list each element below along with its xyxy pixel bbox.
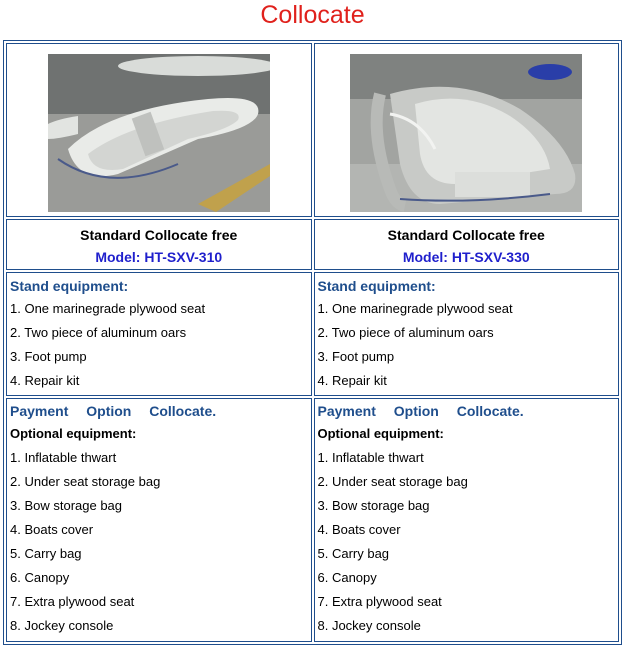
list-item: 2. Two piece of aluminum oars [317,325,494,340]
stand-equipment-cell-330 [314,272,620,396]
list-item: 2. Two piece of aluminum oars [10,325,187,340]
model-cell-310 [6,219,312,270]
optional-equipment-heading: Optional equipment: [317,426,444,441]
list-item: 3. Bow storage bag [10,498,123,513]
model-number: Model: HT-SXV-310 [95,249,223,265]
payment-option-heading: Payment Option Collocate. [317,403,524,419]
list-item: 6. Canopy [10,570,70,585]
list-item: 3. Bow storage bag [317,498,430,513]
list-item: 1. Inflatable thwart [317,450,424,465]
boat-310-photo [48,54,270,212]
model-cell-330 [314,219,620,270]
list-item: 2. Under seat storage bag [317,474,468,489]
list-item: 4. Boats cover [10,522,94,537]
standard-label: Standard Collocate free [80,227,238,243]
list-item: 7. Extra plywood seat [317,594,442,609]
standard-label: Standard Collocate free [387,227,545,243]
list-item: 6. Canopy [317,570,377,585]
list-item: 8. Jockey console [317,618,421,633]
optional-equipment-cell-330 [314,398,620,642]
model-number: Model: HT-SXV-330 [402,249,530,265]
collocate-table [3,40,622,645]
stand-equipment-cell-310 [6,272,312,396]
list-item: 3. Foot pump [317,349,395,364]
page-title: Collocate [260,1,365,29]
list-item: 1. One marinegrade plywood seat [10,301,206,316]
list-item: 3. Foot pump [10,349,87,364]
stand-equipment-heading: Stand equipment: [317,278,436,294]
list-item: 5. Carry bag [317,546,390,561]
list-item: 4. Repair kit [317,373,387,388]
list-item: 1. One marinegrade plywood seat [317,301,513,316]
stand-equipment-heading: Stand equipment: [10,278,129,294]
list-item: 7. Extra plywood seat [10,594,135,609]
product-image-cell-310 [6,43,312,217]
optional-equipment-cell-310 [6,398,312,642]
list-item: 1. Inflatable thwart [10,450,117,465]
list-item: 4. Repair kit [10,373,80,388]
optional-equipment-heading: Optional equipment: [10,426,137,441]
product-image-cell-330 [314,43,620,217]
list-item: 2. Under seat storage bag [10,474,161,489]
payment-option-heading: Payment Option Collocate. [10,403,217,419]
list-item: 4. Boats cover [317,522,401,537]
list-item: 5. Carry bag [10,546,82,561]
boat-330-photo [350,54,582,212]
list-item: 8. Jockey console [10,618,114,633]
